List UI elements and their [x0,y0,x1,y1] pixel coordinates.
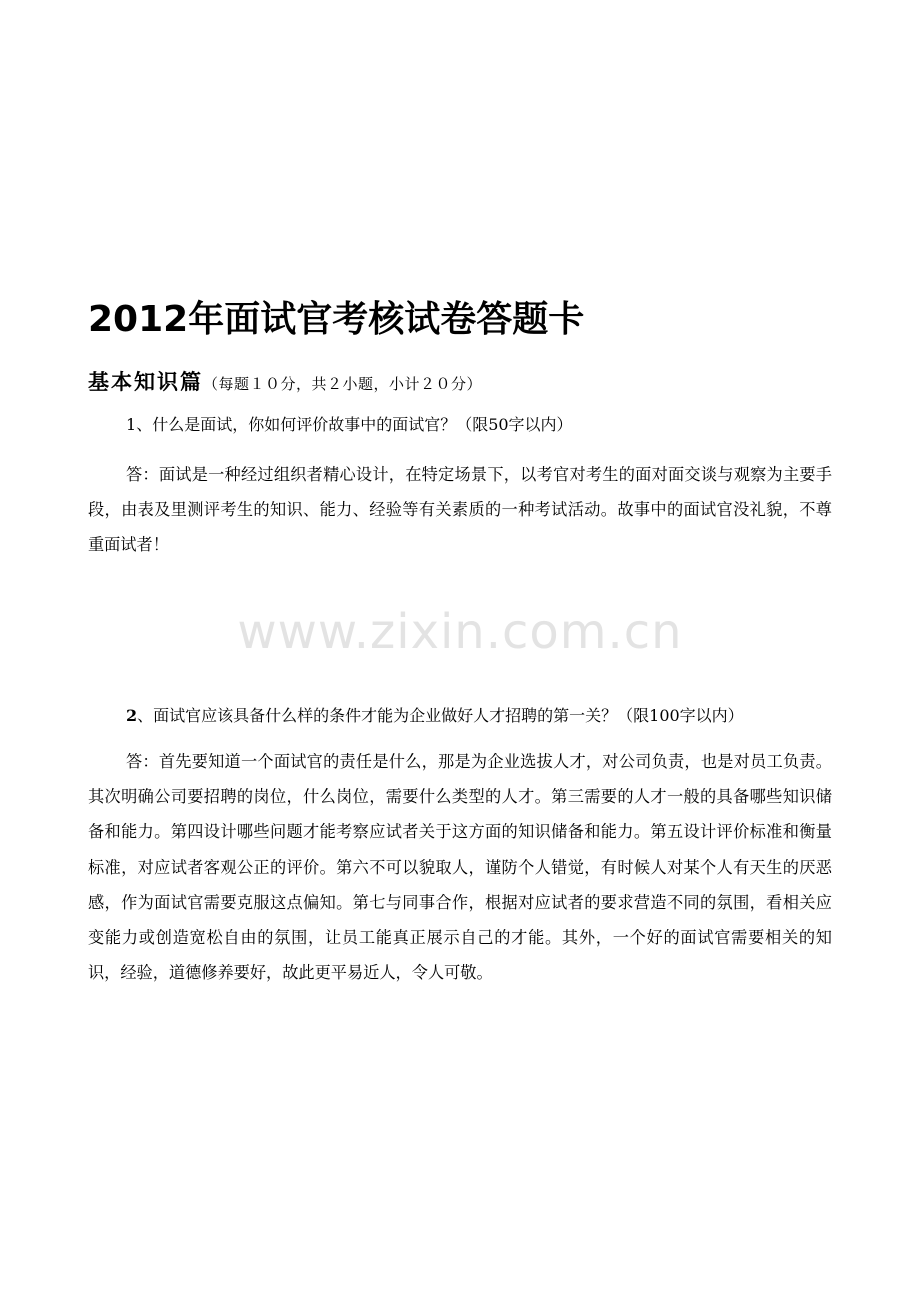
question-2-number: 2 [126,706,138,725]
question-2-text: 、面试官应该具备什么样的条件才能为企业做好人才招聘的第一关？（限100字以内） [137,706,744,725]
question-1-number: 1 [126,415,137,434]
question-1-text: 、什么是面试，你如何评价故事中的面试官？（限50字以内） [136,415,573,434]
watermark: www.zixin.com.cn [237,604,683,660]
document-title: 2012年面试官考核试卷答题卡 [88,299,585,340]
section-heading: 基本知识篇 [88,370,203,394]
section-header [88,366,482,400]
section-scoring: （每题１０分，共２小题，小计２０分） [203,375,483,393]
answer-2: 答：首先要知道一个面试官的责任是什么，那是为企业选拔人才，对公司负责，也是对员工负责。其次明确公司要招聘的岗位，什么岗位，需要什么类型的人才。第三需要的人才一般的具备哪些知识储备和能力。第四设计哪些问题才能考察应试者关于这方面的知识储备和能力。第五设计评价标准和衡量标准，对应试者客观公正的评价。第六不可以貌取人，谨防个人错觉，有时候人对某个人有天生的厌恶感，作为面试官需要克服这点偏知。第七与同事合作，根据对应试者的要求营造不同的氛围，看相关应变能力或创造宽松自由的氛围，让员工能真正展示自己的才能。其外，一个好的面试官需要相关的知识，经验，道德修养要好，故此更平易近人，令人可敬。 [88,752,832,983]
question-1 [126,413,573,437]
answer-1: 答：面试是一种经过组织者精心设计，在特定场景下，以考官对考生的面对面交谈与观察为主要手段，由表及里测评考生的知识、能力、经验等有关素质的一种考试活动。故事中的面试官没礼貌，不尊重面试者！ [88,465,832,555]
question-2 [126,704,744,728]
